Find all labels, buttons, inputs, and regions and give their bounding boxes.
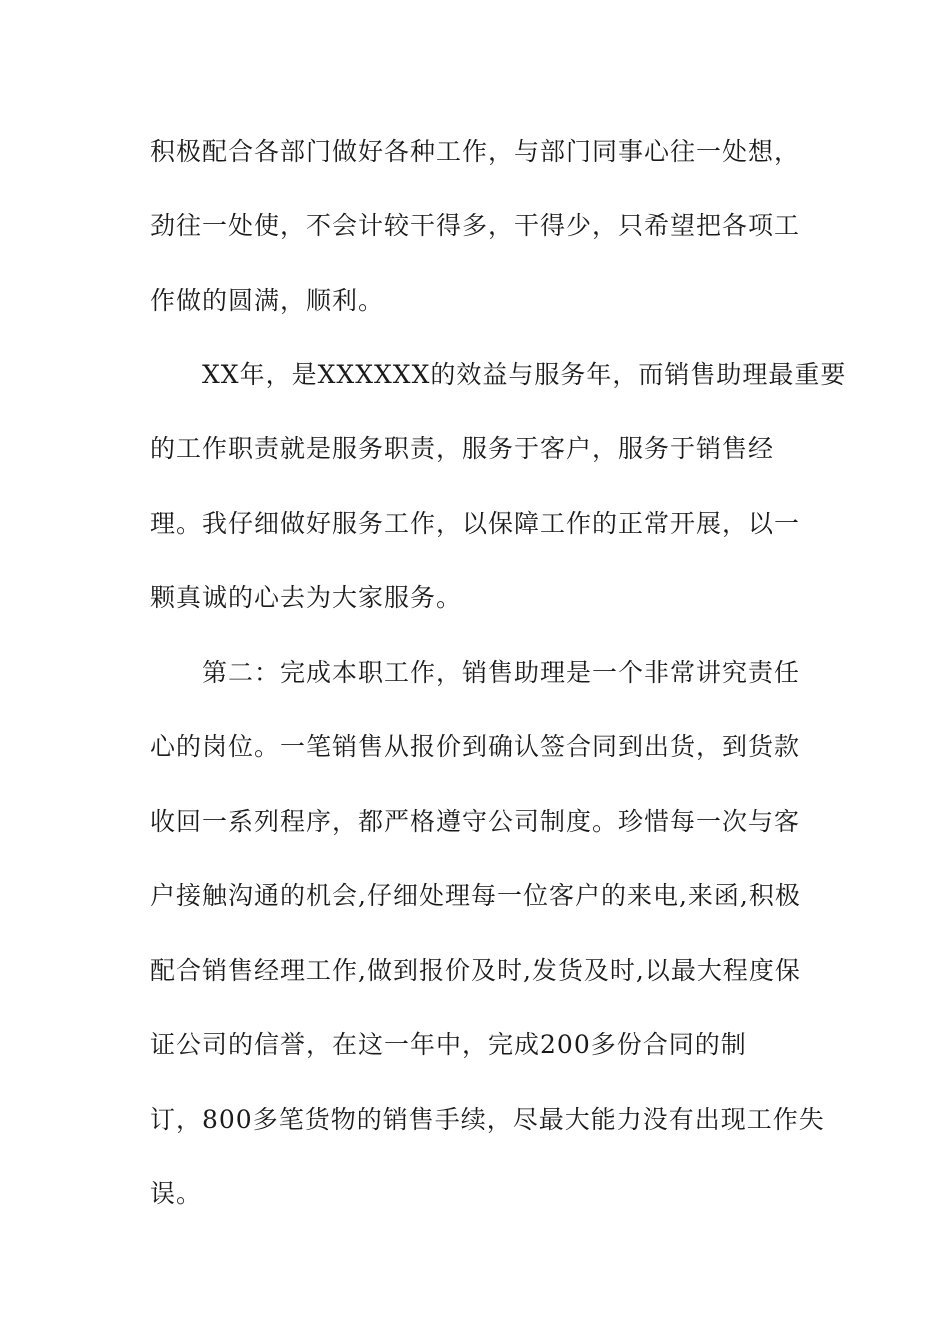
- paragraph-first-line: XX年，是XXXXXX的效益与服务年，而销售助理最重要: [202, 360, 847, 389]
- text-line: 积极配合各部门做好各种工作，与部门同事心往一处想，: [150, 137, 801, 166]
- text-line: 劲往一处使，不会计较干得多，干得少，只希望把各项工: [150, 211, 801, 240]
- text-line: 理。我仔细做好服务工作，以保障工作的正常开展，以一: [150, 509, 801, 538]
- paragraph-first-line: 第二：完成本职工作，销售助理是一个非常讲究责任: [202, 658, 801, 687]
- text-line: 证公司的信誉，在这一年中，完成200多份合同的制: [150, 1030, 747, 1059]
- text-line: 配合销售经理工作,做到报价及时,发货及时,以最大程度保: [150, 956, 801, 985]
- text-line: 作做的圆满，顺利。: [150, 286, 385, 315]
- text-line: 收回一系列程序，都严格遵守公司制度。珍惜每一次与客: [150, 807, 801, 836]
- text-line: 户接触沟通的机会,仔细处理每一位客户的来电,来函,积极: [150, 881, 801, 910]
- text-line: 订，800多笔货物的销售手续，尽最大能力没有出现工作失: [150, 1105, 825, 1134]
- text-line: 颗真诚的心去为大家服务。: [150, 583, 463, 612]
- text-line: 心的岗位。一笔销售从报价到确认签合同到出货，到货款: [150, 732, 801, 761]
- text-line: 误。: [150, 1179, 203, 1208]
- text-line: 的工作职责就是服务职责，服务于客户，服务于销售经: [150, 434, 775, 463]
